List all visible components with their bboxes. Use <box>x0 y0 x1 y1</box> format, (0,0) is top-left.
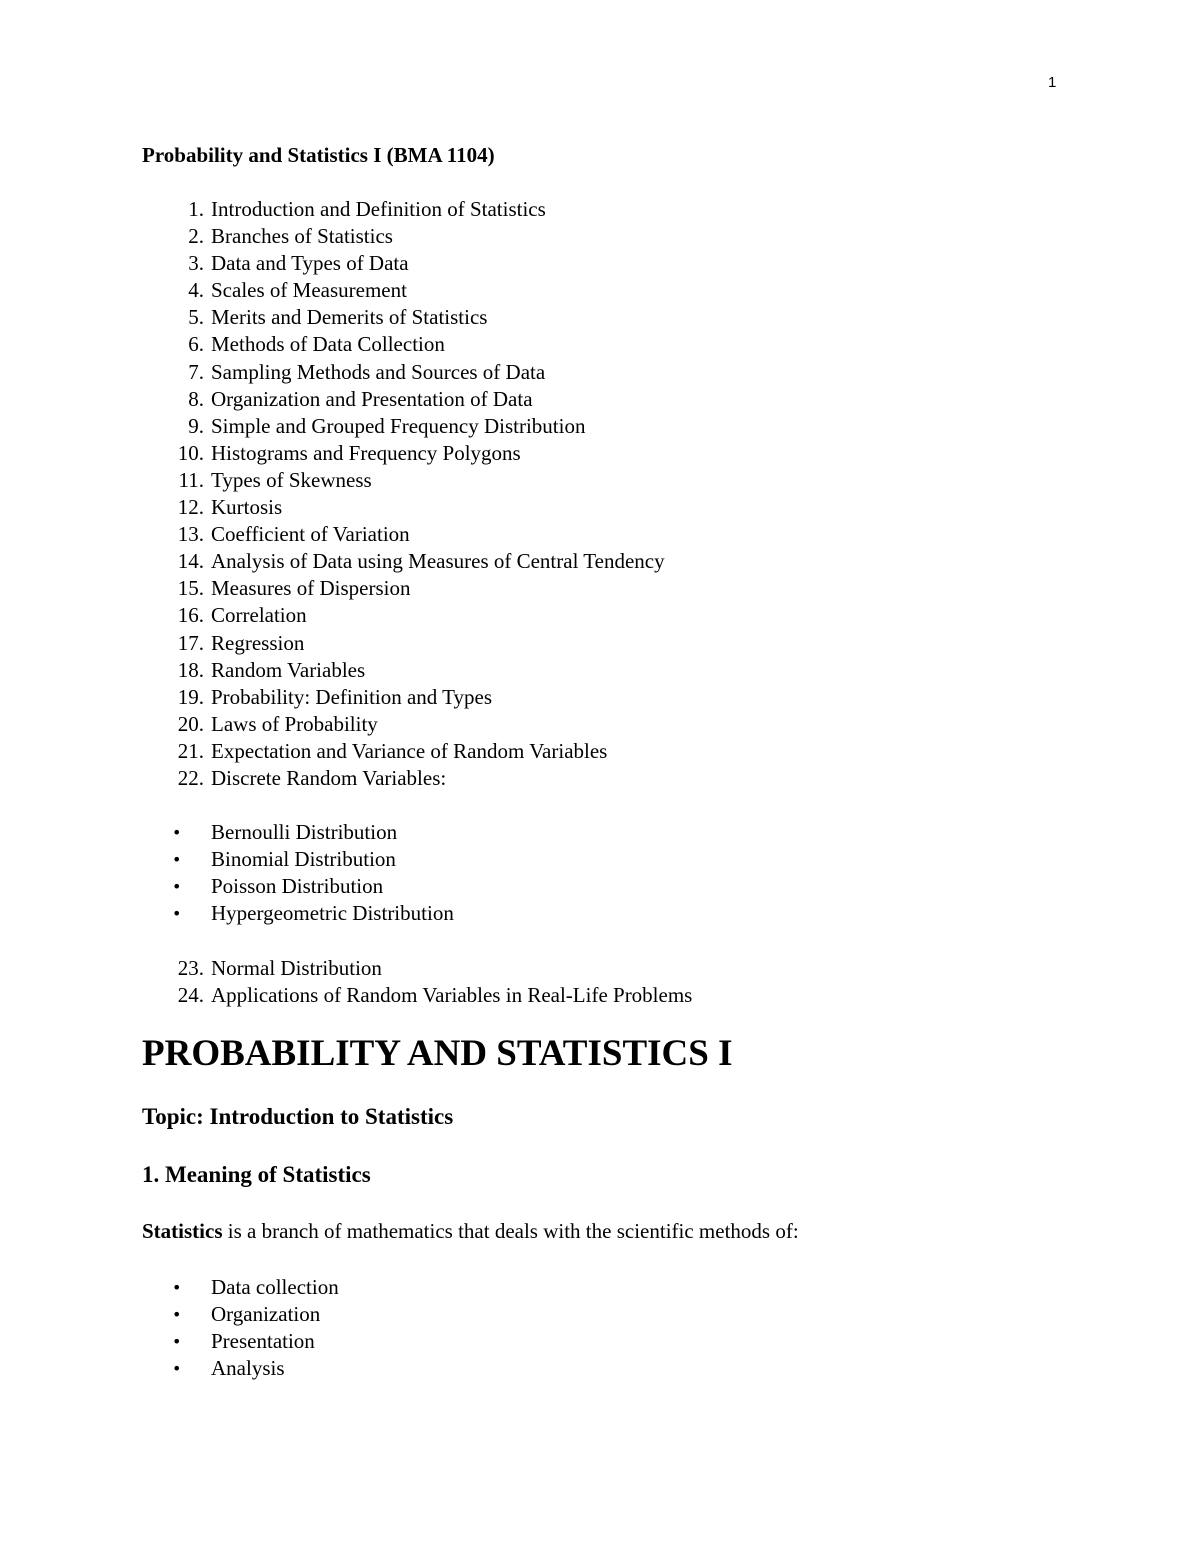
topic-list-item <box>142 440 1042 467</box>
topic-list-item <box>142 359 1042 386</box>
methods-bullet-list <box>142 1274 1042 1382</box>
topic-number: 19. <box>177 684 204 709</box>
topic-text: Merits and Demerits of Statistics <box>211 305 488 330</box>
topic-text: Simple and Grouped Frequency Distribution <box>211 413 586 438</box>
topic-number: 4. <box>188 278 204 303</box>
topic-text: Random Variables <box>211 657 366 682</box>
topic-heading: Topic: Introduction to Statistics <box>142 1104 454 1129</box>
definition-term: Statistics <box>142 1219 223 1243</box>
topic-list-item <box>142 196 1042 223</box>
bullet-list-item <box>142 1328 1042 1355</box>
topic-list-item <box>142 602 1042 629</box>
topic-text: Correlation <box>211 603 307 628</box>
topic-text: Organization and Presentation of Data <box>211 386 533 411</box>
course-title: Probability and Statistics I (BMA 1104) <box>142 143 495 167</box>
bullet-text: Hypergeometric Distribution <box>211 901 454 926</box>
topic-text: Types of Skewness <box>211 467 372 492</box>
topic-text: Methods of Data Collection <box>211 332 445 357</box>
topic-number: 6. <box>188 332 204 357</box>
bullet-text: Data collection <box>211 1275 339 1299</box>
bullet-icon: • <box>172 877 182 897</box>
statistics-definition <box>142 1219 799 1244</box>
bullet-icon: • <box>172 1305 182 1325</box>
topic-number: 14. <box>177 549 204 574</box>
topic-list-item <box>142 657 1042 684</box>
topic-list-item <box>142 304 1042 331</box>
page-number: 1 <box>1048 74 1057 91</box>
topic-text: Coefficient of Variation <box>211 522 410 547</box>
topic-text: Kurtosis <box>211 495 283 520</box>
bullet-text: Analysis <box>211 1356 285 1381</box>
topic-list-item <box>142 413 1042 440</box>
topic-list-item <box>142 765 1042 792</box>
topic-list-item <box>142 494 1042 521</box>
topic-number: 20. <box>177 711 204 736</box>
bullet-list-item <box>142 873 1042 900</box>
bullet-icon: • <box>172 904 182 924</box>
main-heading: PROBABILITY AND STATISTICS I <box>142 1033 733 1074</box>
topic-text: Analysis of Data using Measures of Central Tendency <box>211 549 665 574</box>
topic-list-item <box>142 684 1042 711</box>
topic-number: 11. <box>178 467 204 492</box>
bullet-list-item <box>142 1301 1042 1328</box>
topic-text: Histograms and Frequency Polygons <box>211 440 521 465</box>
section-heading: 1. Meaning of Statistics <box>142 1162 371 1187</box>
topic-text: Data and Types of Data <box>211 251 409 276</box>
bullet-text: Bernoulli Distribution <box>211 820 398 844</box>
topic-number: 3. <box>188 251 204 276</box>
topic-list-item <box>142 521 1042 548</box>
topic-list-item <box>142 250 1042 277</box>
topic-text: Applications of Random Variables in Real-Life Problems <box>211 983 693 1008</box>
topic-list-item <box>142 223 1042 250</box>
topic-list <box>142 196 1042 792</box>
topic-list-item <box>142 711 1042 738</box>
topic-list-item <box>142 467 1042 494</box>
topic-number: 8. <box>188 386 204 411</box>
bullet-list-item <box>142 1274 1042 1301</box>
topic-list-item <box>142 575 1042 602</box>
topic-text: Sampling Methods and Sources of Data <box>211 359 546 384</box>
topic-number: 24. <box>177 983 204 1008</box>
bullet-icon: • <box>172 850 182 870</box>
bullet-list-item <box>142 900 1042 927</box>
topic-number: 22. <box>177 765 204 790</box>
topic-text: Introduction and Definition of Statistics <box>211 197 546 221</box>
bullet-list-item <box>142 819 1042 846</box>
bullet-text: Organization <box>211 1302 321 1327</box>
topic-number: 5. <box>188 305 204 330</box>
topic-number: 2. <box>188 224 204 249</box>
topic-number: 9. <box>188 413 204 438</box>
topic-number: 16. <box>177 603 204 628</box>
topic-list-continued <box>142 955 1042 1009</box>
bullet-text: Binomial Distribution <box>211 847 396 872</box>
topic-text: Laws of Probability <box>211 711 378 736</box>
bullet-text: Presentation <box>211 1329 315 1354</box>
topic-list-item <box>142 277 1042 304</box>
bullet-text: Poisson Distribution <box>211 874 384 899</box>
topic-text: Discrete Random Variables: <box>211 765 447 790</box>
topic-number: 17. <box>177 630 204 655</box>
topic-number: 10. <box>177 440 204 465</box>
topic-list-item <box>142 982 1042 1009</box>
topic-text: Branches of Statistics <box>211 224 393 249</box>
bullet-list-item <box>142 846 1042 873</box>
bullet-icon: • <box>172 1278 182 1297</box>
definition-text: is a branch of mathematics that deals with the scientific methods of: <box>222 1219 799 1243</box>
topic-number: 18. <box>177 657 204 682</box>
topic-text: Probability: Definition and Types <box>211 684 493 709</box>
topic-number: 21. <box>177 738 204 763</box>
topic-number: 23. <box>177 956 204 980</box>
bullet-icon: • <box>172 1332 182 1352</box>
topic-number: 7. <box>188 359 204 384</box>
topic-text: Regression <box>211 630 305 655</box>
bullet-icon: • <box>172 823 182 842</box>
topic-list-item <box>142 630 1042 657</box>
topic-text: Expectation and Variance of Random Variables <box>211 738 608 763</box>
topic-text: Scales of Measurement <box>211 278 407 303</box>
topic-list-item <box>142 738 1042 765</box>
topic-list-item <box>142 548 1042 575</box>
topic-list-item <box>142 331 1042 358</box>
topic-list-item <box>142 955 1042 982</box>
topic-number: 15. <box>177 576 204 601</box>
topic-number: 1. <box>188 197 204 221</box>
topic-list-item <box>142 386 1042 413</box>
distribution-bullet-list <box>142 819 1042 927</box>
bullet-list-item <box>142 1355 1042 1382</box>
topic-number: 13. <box>177 522 204 547</box>
bullet-icon: • <box>172 1359 182 1379</box>
topic-text: Measures of Dispersion <box>211 576 411 601</box>
topic-text: Normal Distribution <box>211 956 382 980</box>
topic-number: 12. <box>177 495 204 520</box>
